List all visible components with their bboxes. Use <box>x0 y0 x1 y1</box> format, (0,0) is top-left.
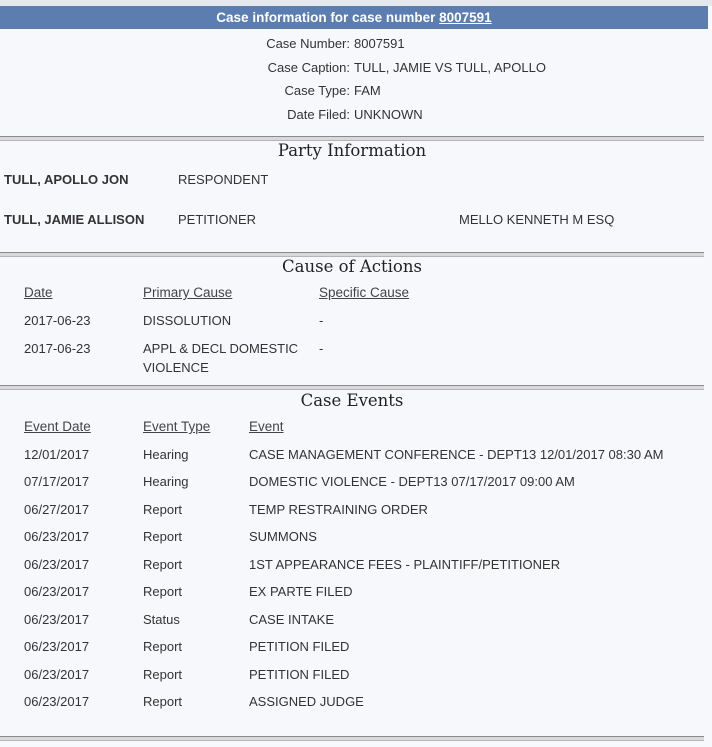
event-date: 06/23/2017 <box>24 612 90 627</box>
event-description: TEMP RESTRAINING ORDER <box>249 502 428 517</box>
event-description: EX PARTE FILED <box>249 584 353 599</box>
event-description: SUMMONS <box>249 529 317 544</box>
event-description: DOMESTIC VIOLENCE - DEPT13 07/17/2017 09:00 AM <box>249 474 575 489</box>
event-description: PETITION FILED <box>249 639 350 654</box>
party-role: RESPONDENT <box>178 172 269 187</box>
event-type: Report <box>143 584 183 599</box>
case-header-bar <box>0 6 708 29</box>
event-date: 06/23/2017 <box>24 667 90 682</box>
divider <box>0 736 704 741</box>
event-description: CASE INTAKE <box>249 612 335 627</box>
case-type-row <box>0 79 712 103</box>
divider <box>0 385 704 390</box>
party-name: TULL, JAMIE ALLISON <box>4 212 145 227</box>
cause-specific: - <box>319 341 324 356</box>
case-number-row <box>0 32 712 56</box>
cause-primary-continued: VIOLENCE <box>143 360 209 375</box>
event-type: Report <box>143 667 183 682</box>
event-type: Report <box>143 557 183 572</box>
case-caption-row <box>0 56 712 80</box>
header-title: Case information for case number <box>216 10 436 25</box>
event-date: 06/23/2017 <box>24 694 90 709</box>
event-type: Report <box>143 639 183 654</box>
cause-specific-header[interactable]: Specific Cause <box>319 285 410 300</box>
case-info-block <box>0 32 712 126</box>
event-date-header[interactable]: Event Date <box>24 419 91 434</box>
cause-date: 2017-06-23 <box>24 313 91 328</box>
cause-primary: APPL & DECL DOMESTIC <box>143 341 299 356</box>
event-description: ASSIGNED JUDGE <box>249 694 364 709</box>
event-type: Report <box>143 694 183 709</box>
case-caption-value: TULL, JAMIE VS TULL, APOLLO <box>354 59 546 75</box>
event-type-header[interactable]: Event Type <box>143 419 211 434</box>
party-role: PETITIONER <box>178 212 257 227</box>
event-description: CASE MANAGEMENT CONFERENCE - DEPT13 12/01/2017 08:30 AM <box>249 447 664 462</box>
cause-date: 2017-06-23 <box>24 341 91 356</box>
cause-date-header[interactable]: Date <box>24 285 53 300</box>
event-date: 06/23/2017 <box>24 557 90 572</box>
case-number-value: 8007591 <box>354 36 405 51</box>
case-number-link[interactable]: 8007591 <box>439 10 492 25</box>
event-date: 07/17/2017 <box>24 474 90 489</box>
party-attorney: MELLO KENNETH M ESQ <box>459 212 615 227</box>
event-date: 06/23/2017 <box>24 639 90 654</box>
event-description: PETITION FILED <box>249 667 350 682</box>
event-type: Report <box>143 502 183 517</box>
event-type: Hearing <box>143 447 189 462</box>
case-number-label: Case Number: <box>266 36 350 51</box>
cause-primary: DISSOLUTION <box>143 313 232 328</box>
case-type-label: Case Type: <box>284 83 350 98</box>
event-type: Hearing <box>143 474 189 489</box>
date-filed-value: UNKNOWN <box>354 106 423 122</box>
event-date: 06/23/2017 <box>24 584 90 599</box>
date-filed-row <box>0 103 712 127</box>
event-type: Report <box>143 529 183 544</box>
event-date: 12/01/2017 <box>24 447 90 462</box>
cause-primary-header[interactable]: Primary Cause <box>143 285 233 300</box>
events-section-title: Case Events <box>300 391 404 410</box>
cause-specific: - <box>319 313 324 328</box>
case-caption-label: Case Caption: <box>267 59 350 75</box>
event-header[interactable]: Event <box>249 419 284 434</box>
party-name: TULL, APOLLO JON <box>4 172 129 187</box>
event-description: 1ST APPEARANCE FEES - PLAINTIFF/PETITIONER <box>249 557 561 572</box>
event-type: Status <box>143 612 180 627</box>
event-date: 06/23/2017 <box>24 529 90 544</box>
date-filed-label: Date Filed: <box>287 106 350 122</box>
cause-section-title: Cause of Actions <box>282 257 422 276</box>
event-date: 06/27/2017 <box>24 502 90 517</box>
case-type-value: FAM <box>354 83 381 98</box>
party-section-title: Party Information <box>277 141 427 160</box>
